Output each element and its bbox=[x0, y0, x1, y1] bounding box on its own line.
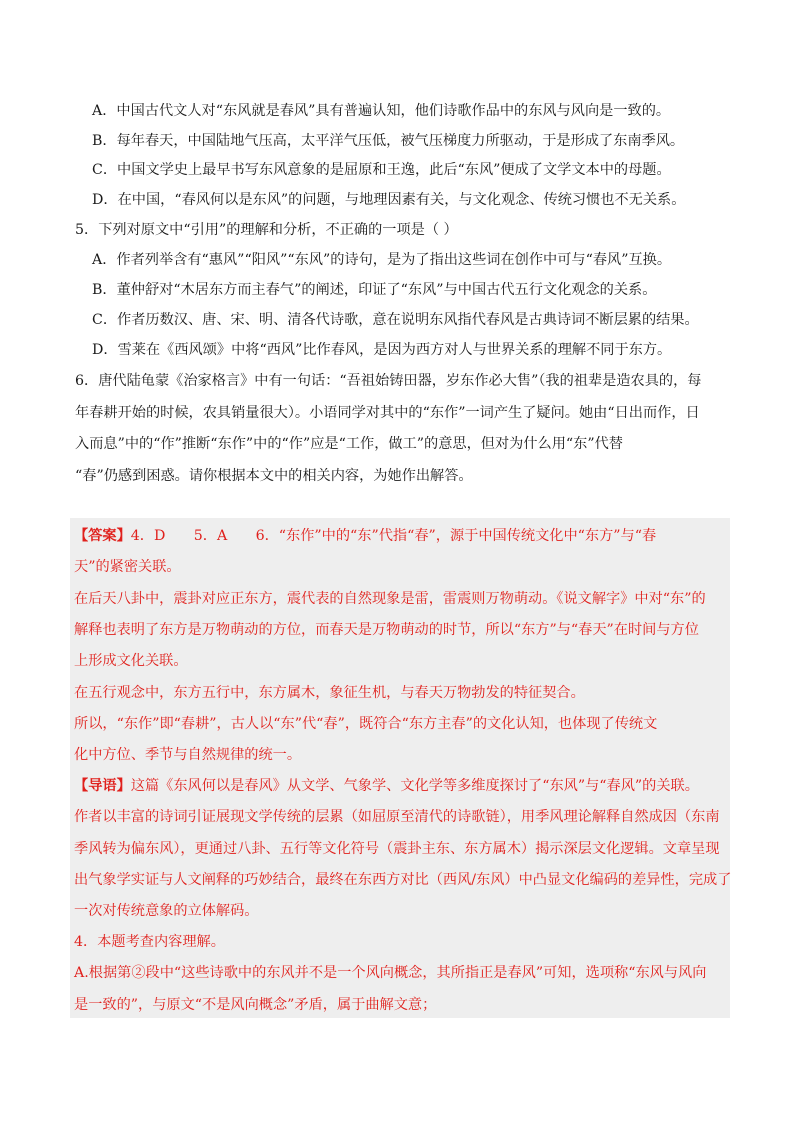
guide-line: 一次对传统意象的立体解码。 bbox=[74, 903, 259, 919]
answer-first-line bbox=[74, 525, 656, 545]
guide-line: 作者以丰富的诗词引证展现文学传统的层累（如屈原至清代的诗歌链），用季风理论解释自然成因（东南 bbox=[74, 809, 720, 825]
q4-option-d: D．在中国，“春风何以是东风”的问题，与地理因素有关，与文化观念、传统习惯也不无关系。 bbox=[92, 192, 686, 208]
q6-line: “春”仍感到困惑。请你根据本文中的相关内容，为她作出解答。 bbox=[75, 468, 473, 484]
q6-line: 年春耕开始的时候，农具销量很大）。小语同学对其中的“东作”一词产生了疑问。她由“日出而作，日 bbox=[75, 405, 700, 421]
q5-option-d: D．雪莱在《西风颂》中将“西风”比作春风，是因为西方对人与世界关系的理解不同于东方。 bbox=[92, 342, 672, 358]
answer-tag: 【答案】 bbox=[74, 528, 131, 544]
analysis-line: 是一致的”，与原文“不是风向概念”矛盾，属于曲解文意； bbox=[74, 997, 437, 1013]
analysis-heading: 4．本题考查内容理解。 bbox=[74, 934, 225, 950]
guide-text: 这篇《东风何以是春风》从文学、气象学、文化学等多维度探讨了“东风”与“春风”的关联。 bbox=[130, 778, 699, 794]
answer-line: 化中方位、季节与自然规律的统一。 bbox=[74, 747, 302, 763]
answer-text: 4．D 5．A 6．“东作”中的“东”代指“春”，源于中国传统文化中“东方”与“春 bbox=[130, 528, 657, 544]
q4-option-b: B．每年春天，中国陆地气压高，太平洋气压低，被气压梯度力所驱动，于是形成了东南季风。 bbox=[92, 133, 685, 149]
q4-option-a: A．中国古代文人对“东风就是春风”具有普遍认知，他们诗歌作品中的东风与风向是一致的。 bbox=[92, 103, 671, 119]
answer-line: 所以，“东作”即“春耕”，古人以“东”代“春”，既符合“东方主春”的文化认知，也体现了传统文 bbox=[74, 716, 658, 732]
q5-option-c: C．作者历数汉、唐、宋、明、清各代诗歌，意在说明东风指代春风是古典诗词不断层累的结果。 bbox=[92, 312, 699, 328]
answer-line: 解释也表明了东方是万物萌动的方位，而春天是万物萌动的时节，所以“东方”与“春天”在时间与方位 bbox=[74, 622, 699, 638]
answer-line: 在五行观念中，东方五行中，东方属木，象征生机，与春天万物勃发的特征契合。 bbox=[74, 685, 585, 701]
guide-tag: 【导语】 bbox=[74, 778, 131, 794]
q5-option-b: B．董仲舒对“木居东方而主春气”的阐述，印证了“东风”与中国古代五行文化观念的关系。 bbox=[92, 282, 657, 298]
answer-line: 天”的紧密关联。 bbox=[74, 559, 181, 575]
q6-line: 入而息”中的“作”推断“东作”中的“作”应是“工作，做工”的意思，但对为什么用“东”代替 bbox=[75, 436, 623, 452]
guide-first-line bbox=[74, 775, 699, 795]
answer-line: 上形成文化关联。 bbox=[74, 653, 188, 669]
q4-option-c: C．中国文学史上最早书写东风意象的是屈原和王逸，此后“东风”便成了文学文本中的母题。 bbox=[92, 162, 671, 178]
q6-line: 6．唐代陆龟蒙《治家格言》中有一句话：“吾祖始铸田器，岁东作必大售”（我的祖辈是造农具的，每 bbox=[75, 373, 702, 389]
q5-stem: 5．下列对原文中“引用”的理解和分析，不正确的一项是（ ） bbox=[75, 222, 458, 238]
guide-line: 出气象学实证与人文阐释的巧妙结合，最终在东西方对比（西风/东风）中凸显文化编码的差异性，完成了 bbox=[74, 872, 732, 888]
q5-option-a: A．作者列举含有“惠风”“阳风”“东风”的诗句，是为了指出这些词在创作中可与“春风”互换。 bbox=[92, 252, 672, 268]
answer-line: 在后天八卦中，震卦对应正东方，震代表的自然现象是雷，雷震则万物萌动。《说文解字》中对“东”的 bbox=[74, 591, 706, 607]
analysis-line: A.根据第②段中“这些诗歌中的东风并不是一个风向概念，其所指正是春风”可知，选项称“东风与风向 bbox=[74, 965, 707, 981]
guide-line: 季风转为偏东风），更通过八卦、五行等文化符号（震卦主东、东方属木）揭示深层文化逻辑。文章呈现 bbox=[74, 841, 720, 857]
